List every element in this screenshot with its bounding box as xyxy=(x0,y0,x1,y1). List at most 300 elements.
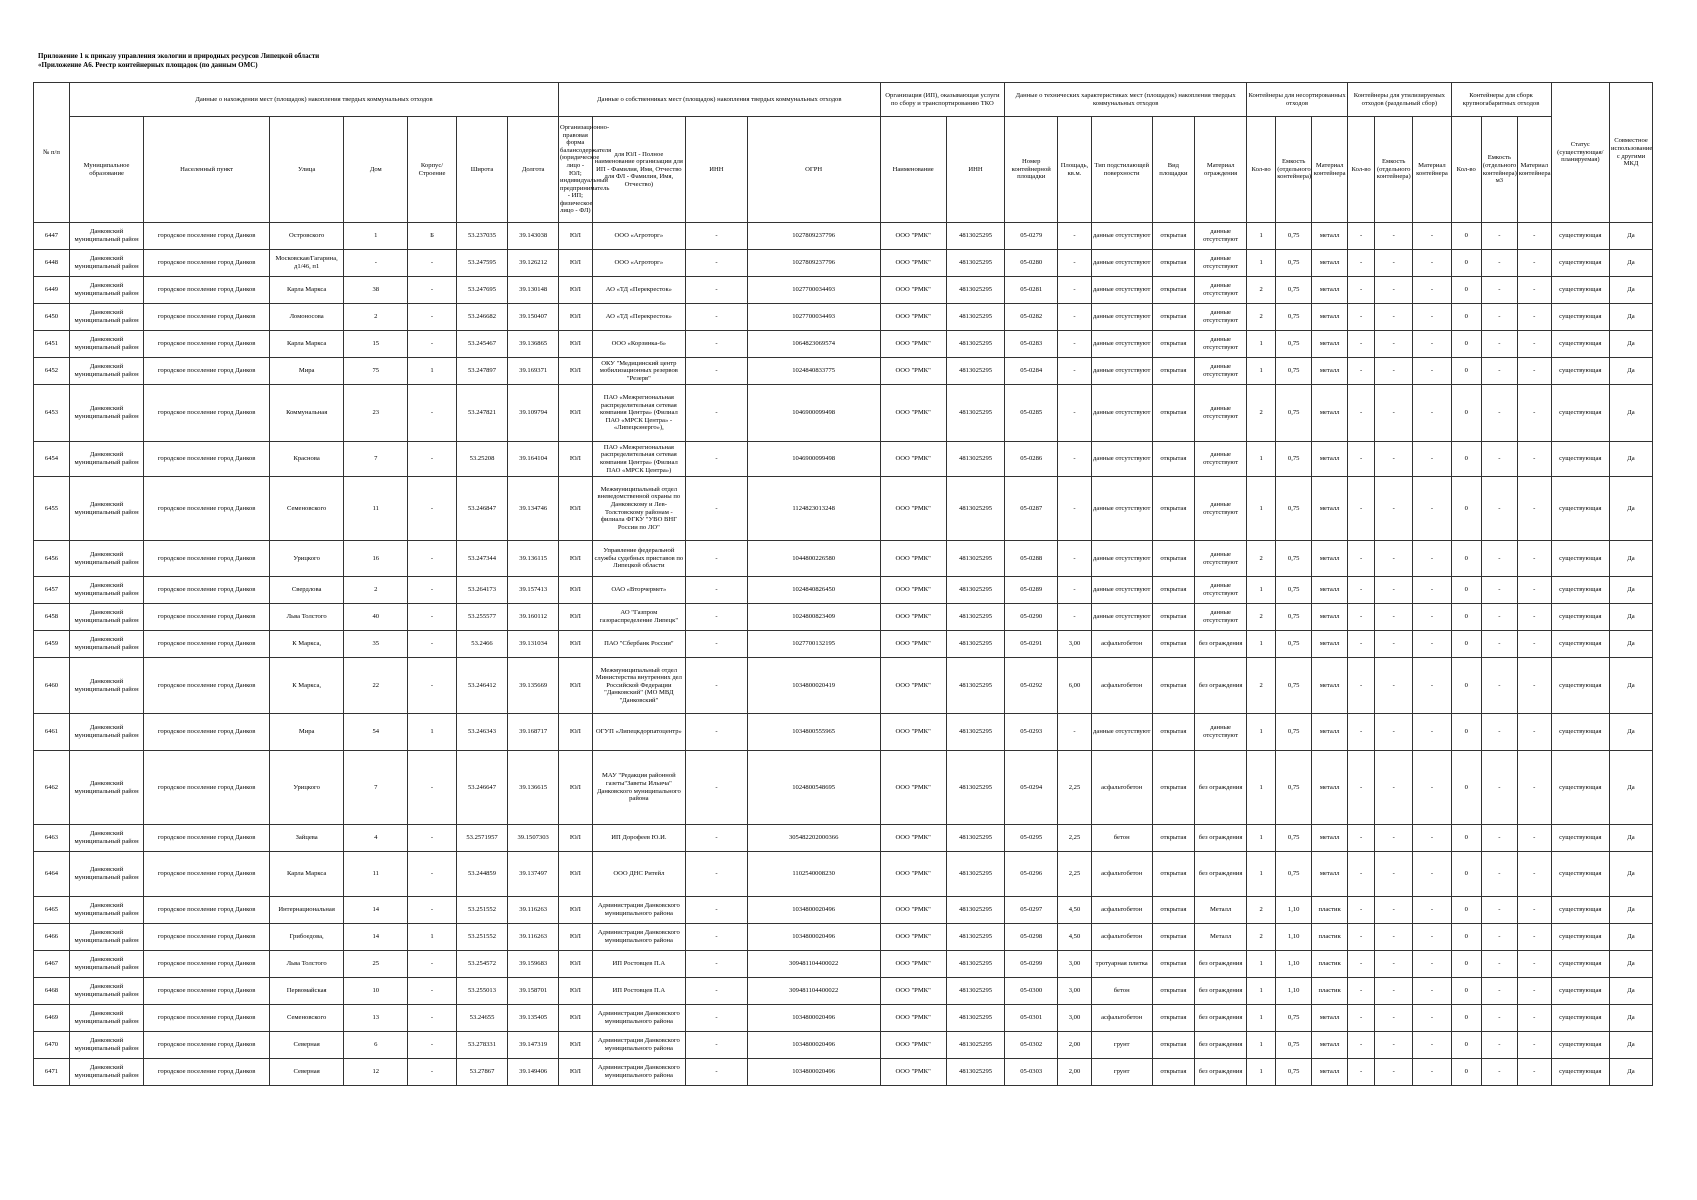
column-header: Емкость (отдельного контейнера) xyxy=(1276,117,1312,223)
cell-longitude: 39.1507303 xyxy=(508,825,559,852)
cell-owner-inn: - xyxy=(686,1059,748,1086)
cell-house: 7 xyxy=(344,442,408,477)
cell-street: Первомайская xyxy=(270,978,344,1005)
cell-unsorted-count: 2 xyxy=(1246,304,1275,331)
cell-latitude: 53.246847 xyxy=(456,477,508,541)
cell-recycle-count: - xyxy=(1348,825,1375,852)
cell-recycle-material: - xyxy=(1413,304,1451,331)
cell-street: Мира xyxy=(270,714,344,751)
cell-unsorted-capacity: 1,10 xyxy=(1276,897,1312,924)
cell-bulky-count: 0 xyxy=(1451,1032,1481,1059)
cell-row-number: 6465 xyxy=(34,897,70,924)
cell-unsorted-capacity: 0,75 xyxy=(1276,1059,1312,1086)
cell-unsorted-capacity: 0,75 xyxy=(1276,825,1312,852)
cell-recycle-count: - xyxy=(1348,714,1375,751)
cell-surface-type: данные отсутствуют xyxy=(1091,541,1152,577)
cell-unsorted-count: 1 xyxy=(1246,751,1275,825)
cell-owner-inn: - xyxy=(686,604,748,631)
cell-bulky-capacity: - xyxy=(1481,751,1517,825)
cell-fence-material: данные отсутствуют xyxy=(1195,358,1247,385)
cell-unsorted-capacity: 0,75 xyxy=(1276,358,1312,385)
cell-row-number: 6457 xyxy=(34,577,70,604)
cell-municipality: Данковский муниципальный район xyxy=(69,751,143,825)
cell-owner-ogrn: 305482202000366 xyxy=(747,825,880,852)
cell-surface-type: бетон xyxy=(1091,978,1152,1005)
cell-owner-ogrn: 1024840826450 xyxy=(747,577,880,604)
cell-bulky-count: 0 xyxy=(1451,924,1481,951)
cell-house: 40 xyxy=(344,604,408,631)
cell-row-number: 6463 xyxy=(34,825,70,852)
cell-site-area: 3,00 xyxy=(1058,631,1092,658)
cell-unsorted-count: 1 xyxy=(1246,714,1275,751)
cell-shared-use: Да xyxy=(1610,852,1653,897)
cell-municipality: Данковский муниципальный район xyxy=(69,442,143,477)
cell-street: Зайцева xyxy=(270,825,344,852)
cell-owner-inn: - xyxy=(686,631,748,658)
cell-municipality: Данковский муниципальный район xyxy=(69,1032,143,1059)
cell-row-number: 6461 xyxy=(34,714,70,751)
cell-bulky-material: - xyxy=(1517,658,1551,714)
cell-building: - xyxy=(408,658,456,714)
cell-operator-inn: 4813025295 xyxy=(946,978,1004,1005)
cell-bulky-count: 0 xyxy=(1451,852,1481,897)
column-header: Материал контейнера xyxy=(1517,117,1551,223)
cell-owner-inn: - xyxy=(686,223,748,250)
cell-recycle-count: - xyxy=(1348,978,1375,1005)
cell-settlement: городское поселение город Данков xyxy=(144,1005,270,1032)
cell-longitude: 39.130148 xyxy=(508,277,559,304)
cell-site-type: открытая xyxy=(1152,951,1195,978)
cell-longitude: 39.109794 xyxy=(508,385,559,442)
cell-bulky-count: 0 xyxy=(1451,631,1481,658)
cell-unsorted-material: металл xyxy=(1312,852,1348,897)
cell-owner-name: ПАО «Межрегиональная распределительная сетевая компания Центра» (Филиал ПАО «МРСК Центра» - «Липецкэнерго»), xyxy=(592,385,685,442)
cell-municipality: Данковский муниципальный район xyxy=(69,1005,143,1032)
table-row xyxy=(34,331,1653,358)
cell-municipality: Данковский муниципальный район xyxy=(69,1059,143,1086)
cell-recycle-count: - xyxy=(1348,442,1375,477)
cell-bulky-count: 0 xyxy=(1451,304,1481,331)
cell-row-number: 6449 xyxy=(34,277,70,304)
cell-bulky-count: 0 xyxy=(1451,897,1481,924)
column-header: Номер контейнерной площадки xyxy=(1005,117,1058,223)
cell-bulky-count: 0 xyxy=(1451,825,1481,852)
cell-surface-type: асфальтобетон xyxy=(1091,897,1152,924)
cell-building: - xyxy=(408,604,456,631)
column-header: Улица xyxy=(270,117,344,223)
cell-recycle-material: - xyxy=(1413,924,1451,951)
cell-street: Московская/Гагарина, д1/46, п1 xyxy=(270,250,344,277)
cell-status: существующая xyxy=(1551,1032,1609,1059)
cell-building: - xyxy=(408,277,456,304)
cell-owner-ogrn: 1034800020496 xyxy=(747,1059,880,1086)
cell-owner-ogrn: 1034800020496 xyxy=(747,1005,880,1032)
cell-unsorted-capacity: 0,75 xyxy=(1276,541,1312,577)
cell-bulky-count: 0 xyxy=(1451,978,1481,1005)
cell-unsorted-count: 1 xyxy=(1246,631,1275,658)
cell-street: К Маркса, xyxy=(270,631,344,658)
cell-building: 1 xyxy=(408,924,456,951)
cell-owner-name: Администрация Данковского муниципального района xyxy=(592,897,685,924)
cell-row-number: 6456 xyxy=(34,541,70,577)
cell-bulky-material: - xyxy=(1517,385,1551,442)
cell-recycle-count: - xyxy=(1348,331,1375,358)
cell-bulky-count: 0 xyxy=(1451,541,1481,577)
cell-owner-inn: - xyxy=(686,951,748,978)
cell-site-number: 05-0298 xyxy=(1005,924,1058,951)
cell-bulky-capacity: - xyxy=(1481,477,1517,541)
cell-unsorted-capacity: 0,75 xyxy=(1276,658,1312,714)
cell-site-area: 2,25 xyxy=(1058,825,1092,852)
cell-site-type: открытая xyxy=(1152,658,1195,714)
cell-settlement: городское поселение город Данков xyxy=(144,250,270,277)
cell-latitude: 53.255577 xyxy=(456,604,508,631)
cell-legal-form: ЮЛ xyxy=(558,250,592,277)
cell-recycle-count: - xyxy=(1348,604,1375,631)
header-group-bulky: Контейнеры для сборк крупногабаритных отходов xyxy=(1451,83,1551,117)
cell-latitude: 53.246343 xyxy=(456,714,508,751)
cell-legal-form: ЮЛ xyxy=(558,385,592,442)
cell-shared-use: Да xyxy=(1610,951,1653,978)
cell-bulky-material: - xyxy=(1517,825,1551,852)
cell-house: 12 xyxy=(344,1059,408,1086)
cell-recycle-capacity: - xyxy=(1375,250,1413,277)
cell-longitude: 39.134746 xyxy=(508,477,559,541)
column-header: Организационно-правовая форма балансодержателя (юридическое лицо - ЮЛ; индивидуальный предприниматель - ИП; физическое лицо - ФЛ) xyxy=(558,117,592,223)
cell-status: существующая xyxy=(1551,658,1609,714)
table-row xyxy=(34,1005,1653,1032)
cell-bulky-material: - xyxy=(1517,442,1551,477)
cell-legal-form: ЮЛ xyxy=(558,304,592,331)
cell-recycle-material: - xyxy=(1413,358,1451,385)
table-row xyxy=(34,304,1653,331)
cell-owner-name: МАУ "Редакция районной газеты"Заветы Ильича" Данковского муниципального района xyxy=(592,751,685,825)
cell-surface-type: данные отсутствуют xyxy=(1091,358,1152,385)
cell-site-area: 3,00 xyxy=(1058,978,1092,1005)
column-header: Дом xyxy=(344,117,408,223)
cell-settlement: городское поселение город Данков xyxy=(144,714,270,751)
cell-house: 25 xyxy=(344,951,408,978)
cell-bulky-capacity: - xyxy=(1481,714,1517,751)
cell-building: 1 xyxy=(408,714,456,751)
cell-building: - xyxy=(408,577,456,604)
cell-latitude: 53.244859 xyxy=(456,852,508,897)
cell-longitude: 39.136615 xyxy=(508,751,559,825)
cell-longitude: 39.159683 xyxy=(508,951,559,978)
cell-operator-inn: 4813025295 xyxy=(946,541,1004,577)
cell-house: 38 xyxy=(344,277,408,304)
cell-operator-name: ООО "РМК" xyxy=(880,277,946,304)
cell-site-type: открытая xyxy=(1152,978,1195,1005)
cell-shared-use: Да xyxy=(1610,577,1653,604)
cell-municipality: Данковский муниципальный район xyxy=(69,541,143,577)
table-row xyxy=(34,577,1653,604)
cell-recycle-capacity: - xyxy=(1375,951,1413,978)
cell-recycle-material: - xyxy=(1413,978,1451,1005)
header-status: Статус (существующая/ планируемая) xyxy=(1551,83,1609,223)
cell-operator-inn: 4813025295 xyxy=(946,277,1004,304)
cell-municipality: Данковский муниципальный район xyxy=(69,250,143,277)
cell-bulky-capacity: - xyxy=(1481,304,1517,331)
cell-bulky-material: - xyxy=(1517,250,1551,277)
cell-site-type: открытая xyxy=(1152,358,1195,385)
cell-house: 14 xyxy=(344,924,408,951)
cell-surface-type: данные отсутствуют xyxy=(1091,604,1152,631)
table-row xyxy=(34,385,1653,442)
cell-building: - xyxy=(408,1005,456,1032)
cell-latitude: 53.247344 xyxy=(456,541,508,577)
cell-recycle-material: - xyxy=(1413,658,1451,714)
cell-recycle-capacity: - xyxy=(1375,1005,1413,1032)
cell-surface-type: тротуарная плитка xyxy=(1091,951,1152,978)
cell-unsorted-capacity: 0,75 xyxy=(1276,442,1312,477)
cell-site-type: открытая xyxy=(1152,852,1195,897)
cell-operator-inn: 4813025295 xyxy=(946,250,1004,277)
column-header: Материал ограждения xyxy=(1195,117,1247,223)
cell-operator-name: ООО "РМК" xyxy=(880,541,946,577)
cell-status: существующая xyxy=(1551,477,1609,541)
cell-owner-ogrn: 1024840833775 xyxy=(747,358,880,385)
cell-fence-material: данные отсутствуют xyxy=(1195,477,1247,541)
table-row xyxy=(34,852,1653,897)
cell-building: - xyxy=(408,897,456,924)
cell-site-type: открытая xyxy=(1152,825,1195,852)
cell-operator-inn: 4813025295 xyxy=(946,385,1004,442)
column-header: Материал контейнера xyxy=(1413,117,1451,223)
cell-owner-ogrn: 309481104400022 xyxy=(747,951,880,978)
cell-owner-name: Администрация Данковского муниципального района xyxy=(592,1059,685,1086)
cell-latitude: 53.255013 xyxy=(456,978,508,1005)
cell-latitude: 53.237035 xyxy=(456,223,508,250)
cell-status: существующая xyxy=(1551,852,1609,897)
cell-unsorted-capacity: 0,75 xyxy=(1276,751,1312,825)
cell-owner-inn: - xyxy=(686,1032,748,1059)
cell-operator-inn: 4813025295 xyxy=(946,852,1004,897)
cell-unsorted-material: металл xyxy=(1312,1005,1348,1032)
cell-site-number: 05-0282 xyxy=(1005,304,1058,331)
cell-owner-ogrn: 1064823069574 xyxy=(747,331,880,358)
cell-row-number: 6467 xyxy=(34,951,70,978)
cell-fence-material: без ограждения xyxy=(1195,658,1247,714)
column-header: для ЮЛ - Полное наименование организации для ИП - Фамилия, Имя, Отчество для ФЛ - Фамилия, Имя, Отчество) xyxy=(592,117,685,223)
cell-shared-use: Да xyxy=(1610,1005,1653,1032)
cell-operator-name: ООО "РМК" xyxy=(880,631,946,658)
cell-unsorted-material: пластик xyxy=(1312,951,1348,978)
cell-bulky-material: - xyxy=(1517,223,1551,250)
cell-recycle-capacity: - xyxy=(1375,442,1413,477)
cell-unsorted-capacity: 0,75 xyxy=(1276,604,1312,631)
cell-bulky-capacity: - xyxy=(1481,852,1517,897)
cell-recycle-count: - xyxy=(1348,385,1375,442)
cell-row-number: 6466 xyxy=(34,924,70,951)
cell-fence-material: без ограждения xyxy=(1195,825,1247,852)
cell-operator-name: ООО "РМК" xyxy=(880,1032,946,1059)
cell-surface-type: асфальтобетон xyxy=(1091,658,1152,714)
cell-bulky-capacity: - xyxy=(1481,331,1517,358)
cell-operator-name: ООО "РМК" xyxy=(880,304,946,331)
cell-unsorted-capacity: 0,75 xyxy=(1276,385,1312,442)
cell-latitude: 53.25208 xyxy=(456,442,508,477)
cell-settlement: городское поселение город Данков xyxy=(144,223,270,250)
cell-recycle-material: - xyxy=(1413,577,1451,604)
table-row xyxy=(34,631,1653,658)
cell-longitude: 39.147319 xyxy=(508,1032,559,1059)
cell-bulky-material: - xyxy=(1517,852,1551,897)
cell-unsorted-material: металл xyxy=(1312,541,1348,577)
cell-longitude: 39.150407 xyxy=(508,304,559,331)
cell-owner-name: ОГУП «Липецкдорпатоцентр» xyxy=(592,714,685,751)
cell-recycle-count: - xyxy=(1348,1059,1375,1086)
cell-operator-inn: 4813025295 xyxy=(946,897,1004,924)
cell-status: существующая xyxy=(1551,751,1609,825)
cell-shared-use: Да xyxy=(1610,304,1653,331)
cell-row-number: 6468 xyxy=(34,978,70,1005)
cell-unsorted-count: 1 xyxy=(1246,223,1275,250)
cell-site-type: открытая xyxy=(1152,385,1195,442)
cell-owner-name: АО «ТД «Перекресток» xyxy=(592,277,685,304)
cell-operator-name: ООО "РМК" xyxy=(880,951,946,978)
cell-bulky-count: 0 xyxy=(1451,331,1481,358)
cell-shared-use: Да xyxy=(1610,751,1653,825)
cell-recycle-capacity: - xyxy=(1375,577,1413,604)
column-header: Вид площадки xyxy=(1152,117,1195,223)
cell-site-area: 6,00 xyxy=(1058,658,1092,714)
cell-site-number: 05-0281 xyxy=(1005,277,1058,304)
cell-longitude: 39.136865 xyxy=(508,331,559,358)
cell-municipality: Данковский муниципальный район xyxy=(69,477,143,541)
cell-site-type: открытая xyxy=(1152,751,1195,825)
cell-owner-inn: - xyxy=(686,658,748,714)
cell-settlement: городское поселение город Данков xyxy=(144,442,270,477)
cell-owner-name: ООО «Агроторг» xyxy=(592,250,685,277)
cell-municipality: Данковский муниципальный район xyxy=(69,577,143,604)
cell-bulky-material: - xyxy=(1517,951,1551,978)
cell-bulky-count: 0 xyxy=(1451,951,1481,978)
cell-bulky-material: - xyxy=(1517,1059,1551,1086)
cell-shared-use: Да xyxy=(1610,385,1653,442)
cell-owner-ogrn: 1046900099498 xyxy=(747,385,880,442)
cell-owner-inn: - xyxy=(686,714,748,751)
cell-recycle-capacity: - xyxy=(1375,1032,1413,1059)
cell-municipality: Данковский муниципальный район xyxy=(69,924,143,951)
cell-site-area: 3,00 xyxy=(1058,951,1092,978)
cell-unsorted-material: металл xyxy=(1312,442,1348,477)
cell-settlement: городское поселение город Данков xyxy=(144,577,270,604)
cell-owner-name: Администрация Данковского муниципального района xyxy=(592,1032,685,1059)
cell-operator-name: ООО "РМК" xyxy=(880,604,946,631)
cell-unsorted-material: металл xyxy=(1312,385,1348,442)
cell-recycle-count: - xyxy=(1348,897,1375,924)
cell-unsorted-capacity: 0,75 xyxy=(1276,277,1312,304)
cell-recycle-capacity: - xyxy=(1375,385,1413,442)
cell-owner-inn: - xyxy=(686,304,748,331)
cell-recycle-capacity: - xyxy=(1375,658,1413,714)
table-row xyxy=(34,250,1653,277)
cell-operator-inn: 4813025295 xyxy=(946,714,1004,751)
table-row xyxy=(34,897,1653,924)
cell-settlement: городское поселение город Данков xyxy=(144,924,270,951)
cell-owner-ogrn: 1027700034493 xyxy=(747,304,880,331)
cell-legal-form: ЮЛ xyxy=(558,1059,592,1086)
column-header: Кол-во xyxy=(1348,117,1375,223)
cell-site-type: открытая xyxy=(1152,331,1195,358)
cell-bulky-material: - xyxy=(1517,631,1551,658)
cell-recycle-capacity: - xyxy=(1375,924,1413,951)
cell-recycle-count: - xyxy=(1348,924,1375,951)
cell-surface-type: асфальтобетон xyxy=(1091,751,1152,825)
column-header: Материал контейнера xyxy=(1312,117,1348,223)
cell-shared-use: Да xyxy=(1610,714,1653,751)
header-group-unsorted: Контейнеры для несортированных отходов xyxy=(1246,83,1347,117)
cell-shared-use: Да xyxy=(1610,897,1653,924)
cell-house: 15 xyxy=(344,331,408,358)
cell-surface-type: данные отсутствуют xyxy=(1091,714,1152,751)
cell-recycle-material: - xyxy=(1413,631,1451,658)
cell-site-area: 2,25 xyxy=(1058,751,1092,825)
cell-recycle-material: - xyxy=(1413,604,1451,631)
cell-site-type: открытая xyxy=(1152,250,1195,277)
cell-site-number: 05-0288 xyxy=(1005,541,1058,577)
table-row xyxy=(34,1032,1653,1059)
cell-recycle-count: - xyxy=(1348,852,1375,897)
cell-owner-name: ОАО «Вторчермет» xyxy=(592,577,685,604)
cell-shared-use: Да xyxy=(1610,277,1653,304)
cell-municipality: Данковский муниципальный район xyxy=(69,631,143,658)
cell-house: 2 xyxy=(344,304,408,331)
cell-status: существующая xyxy=(1551,442,1609,477)
cell-surface-type: грунт xyxy=(1091,1059,1152,1086)
cell-operator-name: ООО "РМК" xyxy=(880,223,946,250)
cell-fence-material: данные отсутствуют xyxy=(1195,541,1247,577)
cell-municipality: Данковский муниципальный район xyxy=(69,604,143,631)
cell-shared-use: Да xyxy=(1610,825,1653,852)
cell-latitude: 53.251552 xyxy=(456,924,508,951)
cell-site-number: 05-0280 xyxy=(1005,250,1058,277)
cell-site-area: - xyxy=(1058,223,1092,250)
cell-bulky-material: - xyxy=(1517,714,1551,751)
cell-unsorted-material: металл xyxy=(1312,277,1348,304)
cell-unsorted-material: металл xyxy=(1312,358,1348,385)
header-num: № п/п xyxy=(34,83,70,223)
cell-building: - xyxy=(408,631,456,658)
cell-bulky-material: - xyxy=(1517,978,1551,1005)
cell-unsorted-material: металл xyxy=(1312,477,1348,541)
cell-legal-form: ЮЛ xyxy=(558,852,592,897)
cell-unsorted-count: 1 xyxy=(1246,577,1275,604)
cell-legal-form: ЮЛ xyxy=(558,751,592,825)
cell-house: 35 xyxy=(344,631,408,658)
cell-operator-inn: 4813025295 xyxy=(946,951,1004,978)
cell-bulky-capacity: - xyxy=(1481,604,1517,631)
cell-recycle-count: - xyxy=(1348,951,1375,978)
column-header: Долгота xyxy=(508,117,559,223)
cell-operator-inn: 4813025295 xyxy=(946,658,1004,714)
cell-unsorted-capacity: 0,75 xyxy=(1276,714,1312,751)
cell-owner-inn: - xyxy=(686,852,748,897)
cell-owner-inn: - xyxy=(686,541,748,577)
cell-recycle-material: - xyxy=(1413,442,1451,477)
column-header: Наименование xyxy=(880,117,946,223)
cell-status: существующая xyxy=(1551,631,1609,658)
header-group-recycle: Контейнеры для утилизируемых отходов (раздельный сбор) xyxy=(1348,83,1451,117)
cell-settlement: городское поселение город Данков xyxy=(144,541,270,577)
cell-operator-name: ООО "РМК" xyxy=(880,852,946,897)
cell-settlement: городское поселение город Данков xyxy=(144,825,270,852)
cell-latitude: 53.251552 xyxy=(456,897,508,924)
cell-owner-ogrn: 1044800226580 xyxy=(747,541,880,577)
cell-street: Карла Маркса xyxy=(270,277,344,304)
cell-fence-material: данные отсутствуют xyxy=(1195,385,1247,442)
